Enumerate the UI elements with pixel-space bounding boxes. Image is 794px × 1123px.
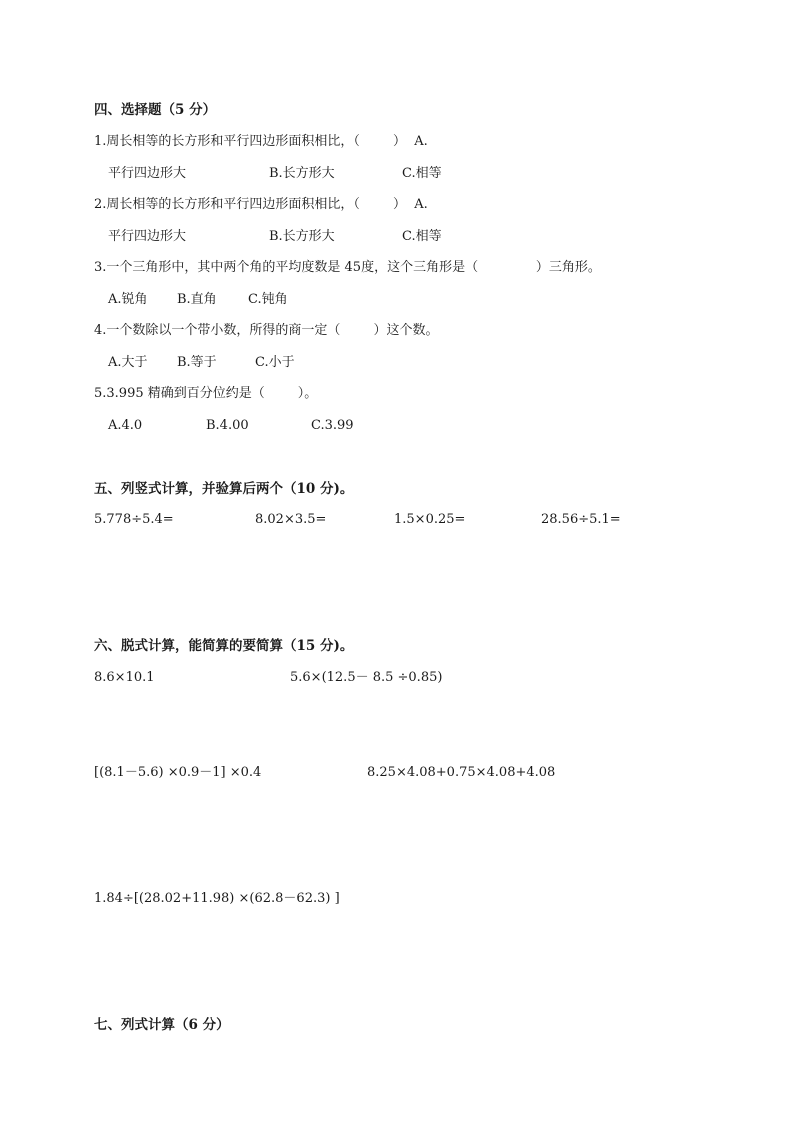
q3-option-b: B.直角 xyxy=(177,292,217,307)
q1-option-c: C.相等 xyxy=(402,166,442,181)
q4-option-c: C.小于 xyxy=(255,355,295,370)
q1-option-b: B.长方形大 xyxy=(269,166,335,181)
vertical-calc-problem: 8.02×3.5= xyxy=(255,512,327,527)
q4-option-a: A.大于 xyxy=(108,355,148,370)
stepwise-calc-problem: 1.84÷[(28.02+11.98) ×(62.8－62.3) ] xyxy=(94,891,340,906)
q3-option-c: C.钝角 xyxy=(248,292,288,307)
q2-option-a: 平行四边形大 xyxy=(108,229,187,244)
q2-option-c: C.相等 xyxy=(402,229,442,244)
section5-heading: 五、列竖式计算，并验算后两个（10 分)。 xyxy=(94,481,354,497)
q2-stem: 2.周长相等的长方形和平行四边形面积相比，（ ） A. xyxy=(94,197,428,212)
q2-option-b: B.长方形大 xyxy=(269,229,335,244)
q5-option-c: C.3.99 xyxy=(311,418,354,433)
q1-option-a: 平行四边形大 xyxy=(108,166,187,181)
section4-heading: 四、选择题（5 分） xyxy=(94,102,217,118)
section6-heading: 六、脱式计算，能简算的要简算（15 分)。 xyxy=(94,638,354,654)
vertical-calc-problem: 28.56÷5.1= xyxy=(541,512,621,527)
q4-option-b: B.等于 xyxy=(177,355,217,370)
q5-stem: 5.3.995 精确到百分位约是（ ）。 xyxy=(94,386,318,401)
q1-stem: 1.周长相等的长方形和平行四边形面积相比，（ ） A. xyxy=(94,134,428,149)
stepwise-calc-problem: [(8.1－5.6) ×0.9－1] ×0.4 xyxy=(94,765,262,780)
vertical-calc-problem: 1.5×0.25= xyxy=(394,512,466,527)
q5-option-a: A.4.0 xyxy=(108,418,143,433)
stepwise-calc-problem: 8.6×10.1 xyxy=(94,670,155,685)
section7-heading: 七、列式计算（6 分） xyxy=(94,1017,230,1033)
q5-option-b: B.4.00 xyxy=(206,418,249,433)
q3-stem: 3.一个三角形中，其中两个角的平均度数是 45度，这个三角形是（ ）三角形。 xyxy=(94,260,601,275)
stepwise-calc-problem: 8.25×4.08+0.75×4.08+4.08 xyxy=(367,765,556,780)
q3-option-a: A.锐角 xyxy=(108,292,148,307)
stepwise-calc-problem: 5.6×(12.5－ 8.5 ÷0.85) xyxy=(290,670,443,685)
q4-stem: 4.一个数除以一个带小数，所得的商一定（ ）这个数。 xyxy=(94,323,439,338)
vertical-calc-problem: 5.778÷5.4= xyxy=(94,512,174,527)
